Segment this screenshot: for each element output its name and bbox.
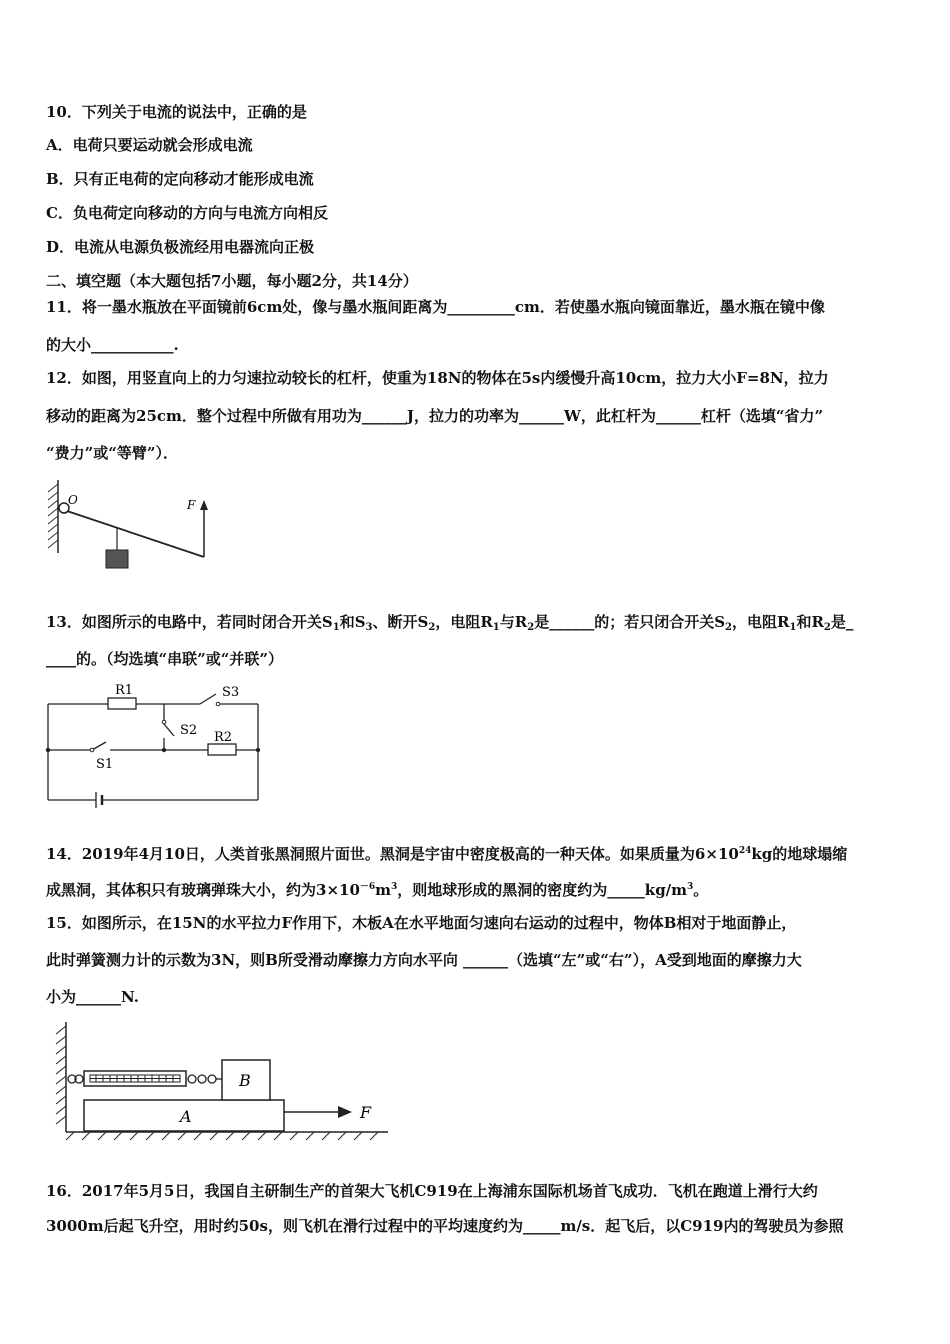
q14-line-2: 成黑洞，其体积只有玻璃弹珠大小，约为$3\times 10^{-6}m^3$，则地球形成的黑洞的密度约为$\_\_\_\_\_kg/m^3$。 [46, 881, 709, 899]
q12-line-3: “费力”或“等臂”）． [46, 444, 179, 462]
friction-figure [50, 1020, 395, 1145]
q13-line-1: 13．如图所示的电路中，若同时闭合开关$S_1$和$S_3$、断开$S_2$，电阻$R_1$与$R_2$是______的；若只闭合开关$S_2$，电阻$R_1$和$R_2$是_ [46, 613, 854, 633]
q11-line-2: 的大小___________. [46, 336, 179, 354]
q16-line-2: 3000m后起飞升空，用时约50s，则飞机在滑行过程中的平均速度约为_____m/s．起飞后，以C919内的驾驶员为参照 [46, 1217, 844, 1235]
q14-line-1: 14．2019年4月10日，人类首张黑洞照片面世。黑洞是宇宙中密度极高的一种天体。如果质量为$6\times 10^{24}kg$的地球塌缩 [46, 845, 848, 863]
pull-force-arrowhead [338, 1106, 352, 1118]
q10-stem: 10．下列关于电流的说法中，正确的是 [46, 103, 307, 121]
lever-bar [67, 511, 204, 557]
q12-line-2: 移动的距离为25cm．整个过程中所做有用功为______J，拉力的功率为______W，此杠杆为______杠杆（选填“省力” [46, 407, 824, 425]
label-f: F [360, 1103, 372, 1122]
weight-block [106, 550, 128, 568]
q10-option-b: B．只有正电荷的定向移动才能形成电流 [46, 170, 314, 188]
scale-hook [188, 1075, 222, 1083]
wall [56, 1022, 66, 1132]
ground [66, 1132, 388, 1140]
q15-line-1: 15．如图所示，在15N的水平拉力F作用下，木板A在水平地面匀速向右运动的过程中，物体B相对于地面静止， [46, 914, 797, 932]
spring-scale [84, 1071, 186, 1086]
label-r2: R2 [214, 730, 233, 745]
q13-line-2: ____的。（均选填“串联”或“并联”） [46, 650, 284, 668]
wall-hook [68, 1075, 83, 1083]
wall [48, 480, 58, 553]
force-arrowhead [200, 500, 208, 510]
q10-option-a: A．电荷只要运动就会形成电流 [46, 136, 253, 154]
label-s2: S2 [180, 723, 198, 738]
circuit-figure [40, 678, 280, 808]
q10-option-d: D．电流从电源负极流经用电器流向正极 [46, 238, 315, 256]
label-o: O [68, 493, 78, 507]
q15-line-2: 此时弹簧测力计的示数为3N，则B所受滑动摩擦力方向水平向 ______（选填“左”或“右”），A受到地面的摩擦力大 [46, 951, 802, 969]
label-a: A [180, 1107, 192, 1126]
resistor-r1 [108, 698, 136, 709]
label-s3: S3 [222, 685, 240, 700]
q10-option-c: C．负电荷定向移动的方向与电流方向相反 [46, 204, 328, 222]
label-r1: R1 [115, 683, 134, 698]
resistor-r2 [208, 744, 236, 755]
label-f: F [187, 498, 196, 512]
label-b: B [239, 1071, 251, 1090]
label-s1: S1 [96, 757, 114, 772]
q12-line-1: 12．如图，用竖直向上的力匀速拉动较长的杠杆，使重为18N的物体在5s内缓慢升高10cm，拉力大小F=8N，拉力 [46, 369, 829, 387]
lever-figure [40, 478, 220, 578]
q16-line-1: 16．2017年5月5日，我国自主研制生产的首架大飞机C919在上海浦东国际机场首飞成功．飞机在跑道上滑行大约 [46, 1182, 818, 1200]
section-2-title: 二、填空题（本大题包括7小题，每小题2分，共14分） [46, 272, 418, 290]
q15-line-3: 小为______N. [46, 988, 139, 1006]
q11-line-1: 11．将一墨水瓶放在平面镜前6cm处，像与墨水瓶间距离为_________cm．若使墨水瓶向镜面靠近，墨水瓶在镜中像 [46, 298, 825, 316]
